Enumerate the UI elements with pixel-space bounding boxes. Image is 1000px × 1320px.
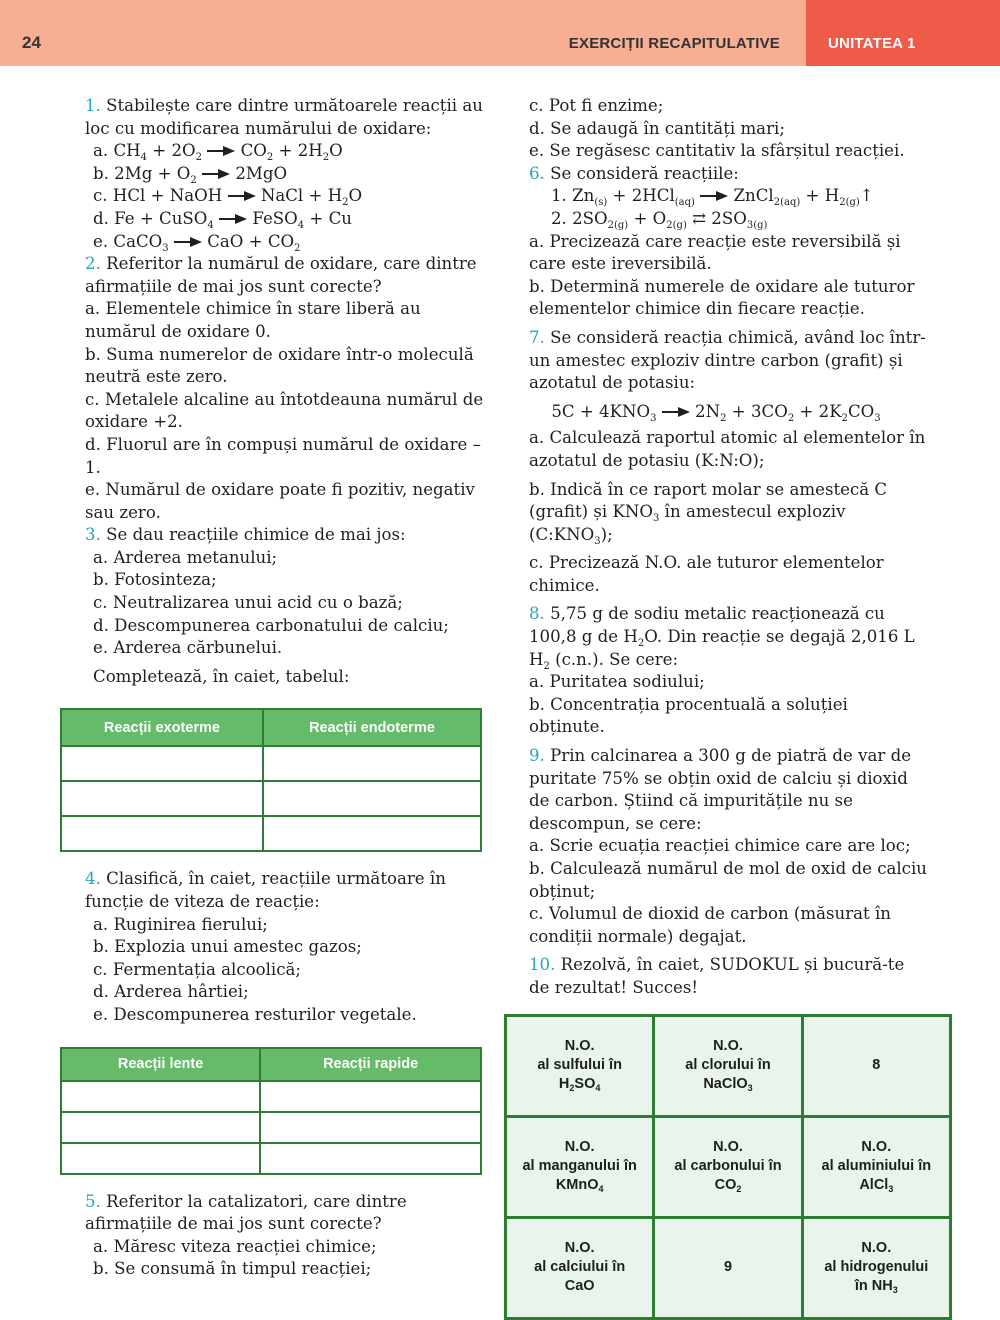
exercise-4-statement — [60, 868, 484, 913]
table-row — [61, 816, 481, 851]
equation-1: 1. $Zn_{(s)} + 2HCl_{(aq)}$ ZnCl$_{2(aq)}$ + $H_{2(g)}↑$ — [551, 186, 874, 209]
table-row — [61, 1081, 481, 1112]
section-title: EXERCIȚII RECAPITULATIVE — [568, 35, 780, 52]
reaction-b: b. $2Mg + O_2$ 2MgO — [93, 163, 288, 186]
exercise-text: Prin calcinarea a 300 g de piatră de var de puritate 75% se obțin oxid de calciu și dioxid de carbon. Știind că impuritățile nu se descompun, se cere: — [529, 746, 912, 833]
list-item: b. Calculează numărul de mol de oxid de calciu obținut; — [529, 859, 927, 901]
reaction-c: c. HCl + NaOH NaCl + $H_2O$ — [93, 186, 363, 209]
unit-label: UNITATEA 1 — [828, 35, 916, 52]
list-item: b. Suma numerelor de oxidare într-o moleculă neutră este zero. — [85, 344, 474, 387]
exercise-8-statement: 8. 5,75 g de sodiu metalic reacționează cu 100,8 g de $H_2O$. Din reacție se degajă 2,016 L $H_2$ (c.n.). Se cere: — [529, 604, 915, 672]
exercise-number: 5. — [85, 1191, 101, 1211]
table-header: Reacții endoterme — [263, 709, 481, 746]
table-row — [61, 1143, 481, 1174]
sudoku-cell: N.O. al clorului în NaClO$_3$ — [654, 1015, 802, 1116]
arrow-icon — [662, 406, 690, 418]
sudoku-row — [506, 1116, 951, 1217]
exercise-1-statement — [60, 95, 484, 140]
exercise-text: Referitor la catalizatori, care dintre afirmațiile de mai jos sunt corecte? — [85, 1191, 407, 1234]
arrow-icon — [202, 168, 230, 180]
list-item: d. Fluorul are în compuși numărul de oxidare –1. — [85, 434, 481, 477]
sudoku-cell: N.O. al hidrogenului în $NH_3$ — [802, 1217, 950, 1318]
exercise-2-statement — [60, 253, 484, 298]
table-row — [61, 746, 481, 781]
table-header: Reacții exoterme — [61, 709, 263, 746]
page-header — [0, 0, 1000, 66]
exercise-text: Se dau reacțiile chimice de mai jos: — [106, 525, 406, 545]
list-item: b. Explozia unui amestec gazos; — [93, 937, 362, 957]
exercise-text: Clasifică, în caiet, reacțiile următoare în funcție de viteza de reacție: — [85, 869, 446, 912]
equation: $5C + 4KNO_3$ $2N_2 + 3CO_2 + 2K_2CO_3$ — [551, 401, 881, 424]
exercise-3 — [60, 524, 484, 852]
sudoku-cell: N.O. al sulfului în $H_2SO_4$ — [506, 1015, 654, 1116]
reaction-a: a. $CH_4 + 2O_2$ $CO_2 + 2H_2O$ — [93, 141, 343, 164]
exercise-4 — [60, 868, 484, 1174]
exercise-number: 9. — [529, 746, 545, 766]
sudoku-cell: N.O. al aluminiului în AlCl$_3$ — [802, 1116, 950, 1217]
table-row — [61, 1112, 481, 1143]
exercise-10 — [504, 954, 928, 999]
list-item: c. Volumul de dioxid de carbon (măsurat în condiții normale) degajat. — [529, 904, 891, 946]
exercise-5-statement — [60, 1191, 484, 1236]
exercise-number: 4. — [85, 869, 101, 889]
exercise-5 — [60, 1191, 484, 1281]
arrow-icon — [207, 145, 235, 157]
exercise-number: 8. — [529, 604, 545, 624]
list-item: d. Descompunerea carbonatului de calciu; — [93, 615, 449, 635]
right-column — [504, 95, 932, 1320]
table-header: Reacții rapide — [260, 1048, 481, 1081]
list-item: b. Se consumă în timpul reacției; — [93, 1259, 372, 1279]
list-item: b. Concentrația procentuală a soluției obținute. — [529, 694, 848, 737]
exercise-3-statement — [60, 524, 484, 547]
instruction: Completează, în caiet, tabelul: — [93, 666, 350, 686]
question-a: a. Precizează care reacție este reversibilă și care este ireversibilă. — [529, 231, 901, 274]
list-item: d. Se adaugă în cantități mari; — [529, 118, 785, 138]
list-item: c. Metalele alcaline au întotdeauna numărul de oxidare +2. — [85, 389, 484, 432]
exercise-2 — [60, 253, 484, 524]
question-b: b. Indică în ce raport molar se amestecă C (grafit) și $KNO_3$ în amestecul exploziv $(C:KNO_3)$; — [529, 479, 888, 547]
list-item: e. Se regăsesc cantitativ la sfârșitul reacției. — [529, 141, 905, 161]
exercise-8 — [504, 603, 928, 739]
list-item: e. Numărul de oxidare poate fi pozitiv, negativ sau zero. — [85, 480, 475, 522]
exercise-text: Se consideră reacția chimică, având loc într-un amestec exploziv dintre carbon (grafit) și azotatul de potasiu: — [529, 327, 926, 393]
list-item: d. Arderea hârtiei; — [93, 982, 249, 1002]
list-item: e. Arderea cărbunelui. — [93, 638, 283, 658]
exercise-text: Rezolvă, în caiet, SUDOKUL și bucură-te de rezultat! Succes! — [529, 955, 905, 997]
question-c: c. Precizează N.O. ale tuturor elementelor chimice. — [529, 553, 884, 595]
list-item: c. Pot fi enzime; — [529, 96, 664, 115]
exercise-number: 3. — [85, 525, 101, 545]
sudoku-cell: N.O. al manganului în KMnO$_4$ — [506, 1116, 654, 1217]
exothermic-endothermic-table — [60, 708, 482, 852]
exercise-text: Se consideră reacțiile: — [550, 163, 739, 183]
page-number: 24 — [22, 33, 41, 52]
exercise-number: 2. — [85, 254, 101, 274]
exercise-1 — [60, 95, 484, 253]
reaction-e: e. CaCO$_3$ CaO + $CO_2$ — [93, 231, 301, 254]
list-item: c. Fermentația alcoolică; — [93, 959, 302, 979]
exercise-number: 6. — [529, 163, 545, 183]
exercise-text: Referitor la numărul de oxidare, care dintre afirmațiile de mai jos sunt corecte? — [85, 254, 477, 296]
exercise-7-statement — [504, 327, 928, 395]
table-row — [61, 781, 481, 816]
arrow-icon — [219, 213, 247, 225]
arrow-icon — [228, 190, 256, 202]
exercise-6 — [504, 163, 928, 321]
sudoku-cell-given: 8 — [802, 1015, 950, 1116]
arrow-icon — [174, 236, 202, 248]
exercise-6-statement — [504, 163, 928, 186]
exercise-number: 7. — [529, 327, 545, 347]
exercise-10-statement — [504, 954, 928, 999]
list-item: a. Puritatea sodiului; — [529, 672, 705, 692]
table-header: Reacții lente — [61, 1048, 260, 1081]
list-item: a. Măresc viteza reacției chimice; — [93, 1236, 377, 1256]
left-column — [60, 95, 484, 1281]
question-b: b. Determină numerele de oxidare ale tuturor elementelor chimice din fiecare reacție. — [529, 276, 915, 319]
list-item: a. Scrie ecuația reacției chimice care are loc; — [529, 836, 911, 856]
reaction-speed-table — [60, 1047, 482, 1175]
list-item: a. Arderea metanului; — [93, 547, 278, 567]
sudoku-cell: N.O. al carbonului în $CO_2$ — [654, 1116, 802, 1217]
exercise-number: 10. — [529, 955, 556, 975]
exercise-9-statement — [504, 745, 928, 835]
question-a: a. Calculează raportul atomic al elementelor în azotatul de potasiu (K:N:O); — [529, 428, 926, 470]
exercise-text: Stabilește care dintre următoarele reacții au loc cu modificarea numărului de oxidare: — [85, 96, 483, 138]
list-item: a. Elementele chimice în stare liberă au numărul de oxidare 0. — [85, 299, 421, 341]
list-item: e. Descompunerea resturilor vegetale. — [93, 1005, 417, 1024]
exercise-9 — [504, 745, 928, 948]
sudoku-grid — [504, 1014, 952, 1320]
unit-tab — [806, 0, 1000, 66]
sudoku-cell-given: 9 — [654, 1217, 802, 1318]
reaction-d: d. Fe + CuSO$_4$ FeSO$_4$ + Cu — [93, 208, 352, 231]
list-item: c. Neutralizarea unui acid cu o bază; — [93, 593, 403, 613]
exercise-7 — [504, 327, 928, 598]
arrow-icon — [700, 190, 728, 202]
exercise-number: 1. — [85, 96, 101, 115]
sudoku-cell: N.O. al calciului în CaO — [506, 1217, 654, 1318]
list-item: b. Fotosinteza; — [93, 570, 217, 590]
sudoku-row — [506, 1015, 951, 1116]
equation-2: 2. $2SO_{2(g)} + O_{2(g)}$ ⇄ $2SO_{3(g)}$ — [551, 208, 768, 231]
list-item: a. Ruginirea fierului; — [93, 914, 268, 934]
